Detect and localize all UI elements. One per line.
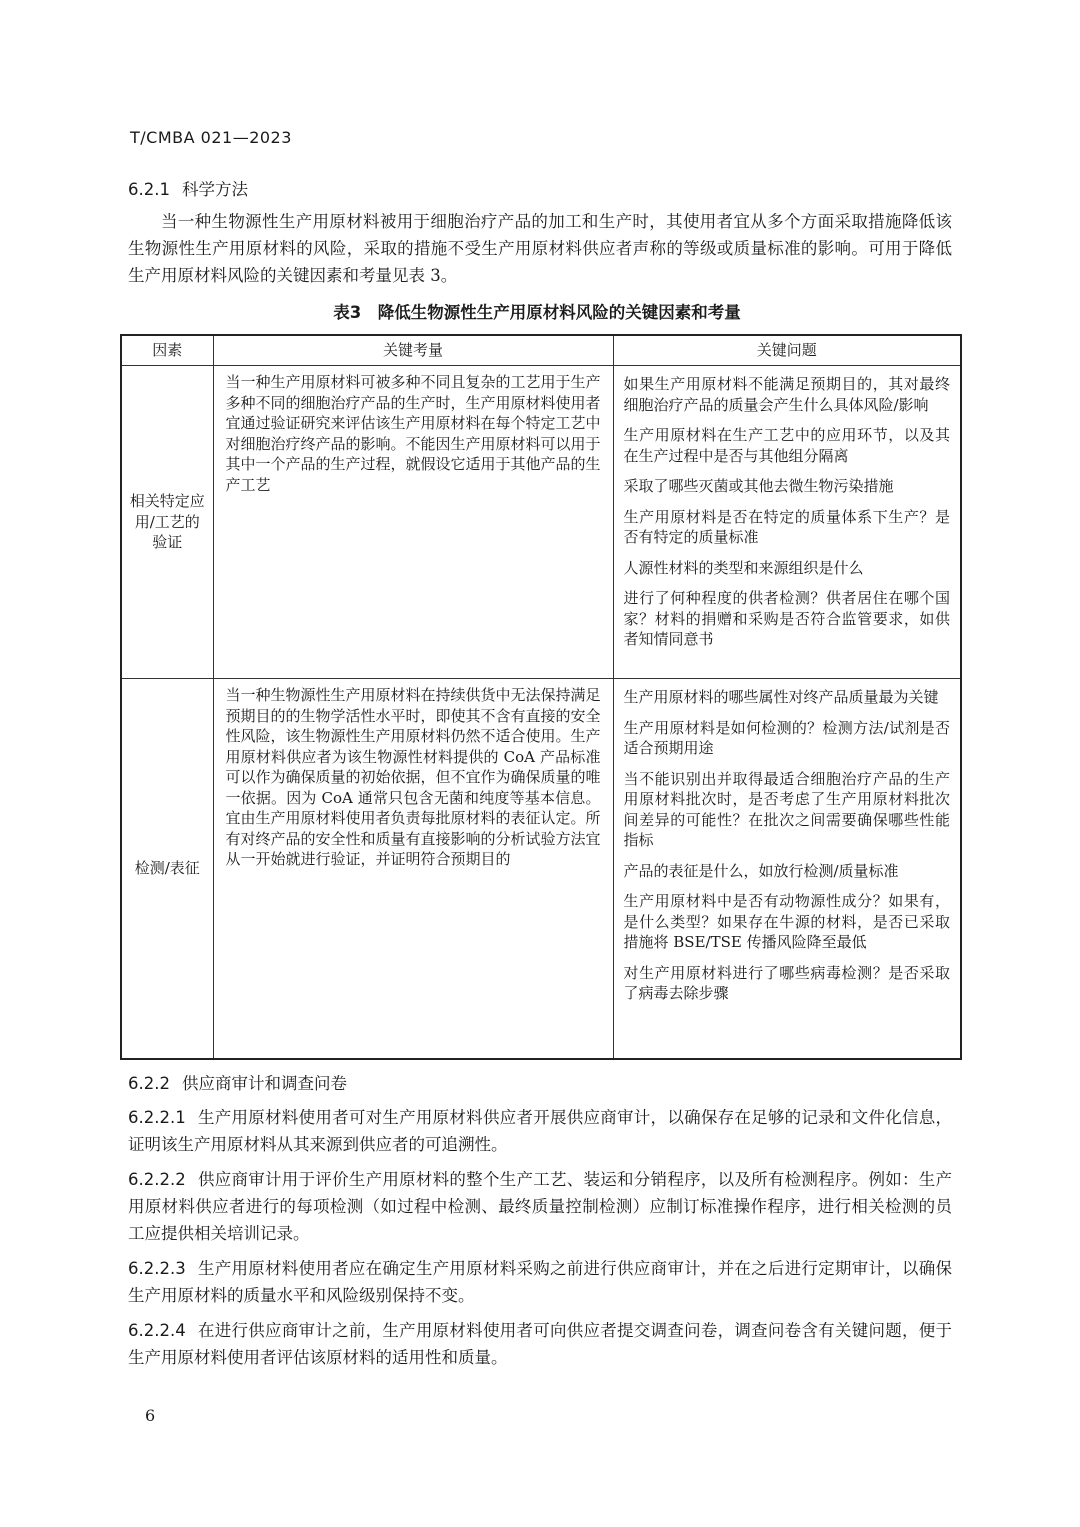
questions-cell xyxy=(613,366,961,679)
question-item: 生产用原材料的哪些属性对终产品质量最为关键 xyxy=(623,688,939,706)
section-number: 6.2.2 xyxy=(128,1074,170,1093)
page-number: 6 xyxy=(145,1406,156,1425)
question-item: 进行了何种程度的供者检测？供者居住在哪个国家？材料的捐赠和采购是否符合监管要求，如供者知情同意书 xyxy=(623,589,950,648)
consideration-cell: 当一种生产用原材料可被多种不同且复杂的工艺用于生产多种不同的细胞治疗产品的生产时，生产用原材料使用者宜通过验证研究来评估该生产用原材料在每个特定工艺中对细胞治疗终产品的影响。不能因生产用原材料可以用于其中一个产品的生产过程，就假设它适用于其他产品的生产工艺 xyxy=(213,366,613,679)
question-item: 采取了哪些灭菌或其他去微生物污染措施 xyxy=(623,477,894,495)
question-item: 当不能识别出并取得最适合细胞治疗产品的生产用原材料批次时，是否考虑了生产用原材料批次间差异的可能性？在批次之间需要确保哪些性能指标 xyxy=(623,769,950,849)
header-consideration: 关键考量 xyxy=(213,335,613,366)
section-heading xyxy=(128,178,952,202)
table-title: 表3 降低生物源性生产用原材料风险的关键因素和考量 xyxy=(333,303,741,322)
consideration-cell: 当一种生物源性生产用原材料在持续供货中无法保持满足预期目的的生物学活性水平时，即使其不含有直接的安全性风险，该生物源性生产用原材料仍然不适合使用。生产用原材料供应者为该生物源性材料提供的 CoA 产品标准可以作为确保质量的初始依据，但不宜作为确保质量的唯一依据。因为 CoA 通常只包含无菌和纯度等基本信息。宜由生产用原材料使用者负责每批原材料的表征认定。所有对终产品的安全性和质量有直接影响的分析试验方法宜从一开始就进行验证，并证明符合预期目的 xyxy=(213,679,613,1059)
clause-text: 在进行供应商审计之前，生产用原材料使用者可向供应者提交调查问卷，调查问卷含有关键问题，便于生产用原材料使用者评估该原材料的适用性和质量。 xyxy=(128,1321,952,1367)
section-title: 供应商审计和调查问卷 xyxy=(181,1074,347,1093)
clause-number: 6.2.2.3 xyxy=(128,1259,186,1278)
header-question: 关键问题 xyxy=(613,335,961,366)
question-item: 如果生产用原材料不能满足预期目的，其对最终细胞治疗产品的质量会产生什么具体风险/影响 xyxy=(623,375,950,414)
question-item: 生产用原材料在生产工艺中的应用环节，以及其在生产过程中是否与其他组分隔离 xyxy=(623,426,950,465)
risk-factors-table xyxy=(120,334,962,1060)
standard-id: T/CMBA 021—2023 xyxy=(130,128,292,147)
section-title: 科学方法 xyxy=(181,180,248,199)
table-row xyxy=(121,679,961,1059)
clause-number: 6.2.2.1 xyxy=(128,1108,186,1127)
clause-text: 生产用原材料使用者可对生产用原材料供应者开展供应商审计，以确保存在足够的记录和文件化信息，证明该生产用原材料从其来源到供应者的可追溯性。 xyxy=(128,1108,952,1154)
section-number: 6.2.1 xyxy=(128,180,170,199)
clause-number: 6.2.2.2 xyxy=(128,1170,186,1189)
section-heading xyxy=(128,1072,952,1096)
clause-paragraph xyxy=(128,1317,952,1371)
factor-cell: 相关特定应用/工艺的验证 xyxy=(121,366,213,679)
table-header-row xyxy=(121,335,961,366)
section-6-2-1 xyxy=(128,178,952,335)
questions-cell xyxy=(613,679,961,1059)
question-item: 人源性材料的类型和来源组织是什么 xyxy=(623,558,864,577)
clause-number: 6.2.2.4 xyxy=(128,1321,186,1340)
section-paragraph: 当一种生物源性生产用原材料被用于细胞治疗产品的加工和生产时，其使用者宜从多个方面采取措施降低该生物源性生产用原材料的风险，采取的措施不受生产用原材料供应者声称的等级或质量标准的影响。可用于降低生产用原材料风险的关键因素和考量见表 3。 xyxy=(128,212,952,285)
header-factor: 因素 xyxy=(121,335,213,366)
question-item: 产品的表征是什么，如放行检测/质量标准 xyxy=(623,861,899,880)
clause-paragraph xyxy=(128,1255,952,1309)
clause-text: 供应商审计用于评价生产用原材料的整个生产工艺、装运和分销程序，以及所有检测程序。例如：生产用原材料供应者进行的每项检测（如过程中检测、最终质量控制检测）应制订标准操作程序，进行相关检测的员工应提供相关培训记录。 xyxy=(128,1170,952,1243)
table-row xyxy=(121,366,961,679)
question-item: 生产用原材料中是否有动物源性成分？如果有，是什么类型？如果存在牛源的材料，是否已采取措施将 BSE/TSE 传播风险降至最低 xyxy=(623,892,950,951)
clause-paragraph xyxy=(128,1166,952,1247)
clause-paragraph xyxy=(128,1104,952,1158)
question-item: 对生产用原材料进行了哪些病毒检测？是否采取了病毒去除步骤 xyxy=(623,963,950,1002)
question-item: 生产用原材料是否在特定的质量体系下生产？是否有特定的质量标准 xyxy=(623,507,950,546)
section-6-2-2 xyxy=(128,1072,952,1379)
question-item: 生产用原材料是如何检测的？检测方法/试剂是否适合预期用途 xyxy=(623,718,950,757)
clause-text: 生产用原材料使用者应在确定生产用原材料采购之前进行供应商审计，并在之后进行定期审计，以确保生产用原材料的质量水平和风险级别保持不变。 xyxy=(128,1259,952,1305)
factor-cell: 检测/表征 xyxy=(121,679,213,1059)
